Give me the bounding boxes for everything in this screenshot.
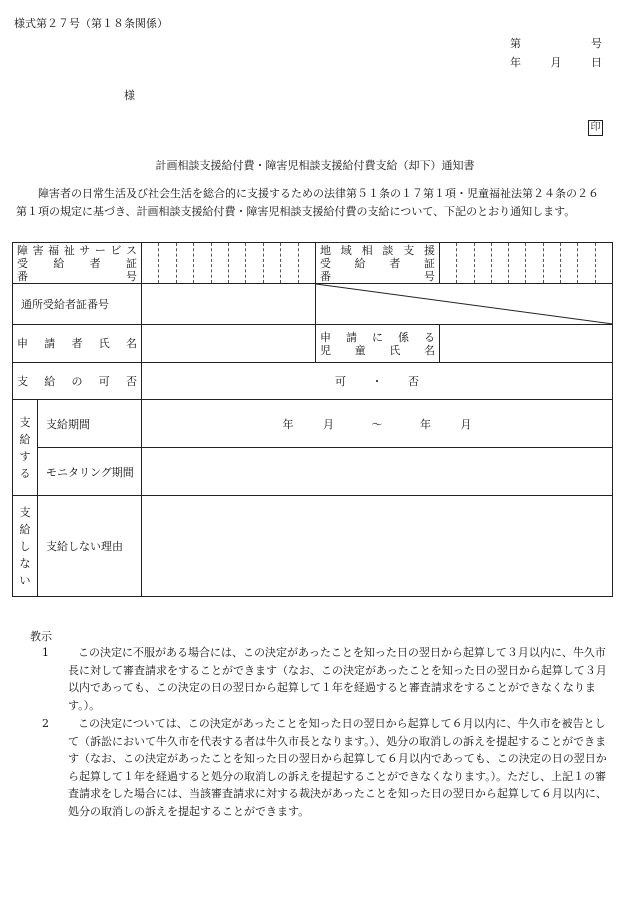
period-start-year: 年 (282, 417, 294, 431)
period-end-year: 年 (420, 417, 431, 431)
seal-mark: 印 (588, 120, 603, 136)
year-label: 年 (510, 56, 521, 69)
nopay-reason-label: 支給しない理由 (38, 496, 142, 597)
child-name-value[interactable] (440, 325, 613, 363)
crossed-out-cell (316, 284, 613, 325)
addressee-suffix: 様 (124, 89, 135, 102)
approval-row (13, 363, 613, 400)
document-title: 計画相談支援給付費・障害児相談支援給付費支給（却下）通知書 (155, 159, 475, 172)
pay-period-label: 支給期間 (38, 400, 142, 448)
service-cert-number-boxes[interactable] (142, 243, 316, 284)
date-row (502, 54, 602, 73)
period-end-month: 月 (460, 417, 472, 431)
monitoring-row (13, 448, 613, 496)
document-number-date (502, 35, 602, 73)
approval-label: 支給の可否 (13, 363, 142, 400)
notice-item-text: この決定については、この決定があったことを知った日の翌日から起算して６月以内に、牛久市を被告として（訴訟において牛久市を代表する者は牛久市長となります。）、処分の取消しの訴えを提起することができます（なお、この決定があったことを知った日の翌日から起算して６月以内であっても、この決定の日の翌日から起算して１年を経過すると処分の取消しの訴えを提起することができなくなります。）。ただし、上記１の審査請求をした場合には、当該審査請求に対する裁決があったことを知った日の翌日から起算して６月以内に、処分の取消しの訴えを提起することができます。 (68, 717, 607, 818)
community-cert-number-boxes[interactable] (440, 243, 613, 284)
option-separator: ・ (371, 375, 383, 388)
applicant-name-value[interactable] (142, 325, 316, 363)
day-label: 日 (591, 56, 602, 69)
period-tilde: ～ (371, 417, 383, 431)
notice-table (12, 242, 613, 597)
approve-option[interactable]: 可 (335, 375, 346, 388)
approval-options[interactable] (142, 363, 613, 400)
month-label: 月 (550, 56, 562, 69)
community-cert-label: 地域相談支援 受給者証 番号 (316, 243, 440, 284)
applicant-name-label: 申請者氏名 (13, 325, 142, 363)
name-row (13, 325, 613, 363)
intro-paragraph: 障害者の日常生活及び社会生活を総合的に支援するための法律第５１条の１７第１項・児童福祉法第２４条の２６第１項の規定に基づき、計画相談支援給付費・障害児相談支援給付費の支給について、下記のとおり通知します。 (16, 187, 599, 218)
notice-item-text: この決定に不服がある場合には、この決定があったことを知った日の翌日から起算して３月以内に、牛久市長に対して審査請求をすることができます（なお、この決定があったことを知った日の翌日から起算して３月以内であっても、この決定の日の翌日から起算して１年を経過すると審査請求をすることができなくなります。）。 (68, 646, 607, 712)
service-cert-label: 障害福祉サービス 受給者証 番号 (13, 243, 142, 284)
pay-period-row (13, 400, 613, 448)
deny-option[interactable]: 否 (408, 375, 419, 388)
pay-period-value[interactable] (142, 400, 613, 448)
cert-number-row (13, 243, 613, 284)
monitoring-period-label: モニタリング期間 (38, 448, 142, 496)
nopay-group-label: 支給しない (13, 496, 38, 597)
nopay-row (13, 496, 613, 597)
notice-item (30, 715, 610, 821)
day-support-row (13, 284, 613, 325)
pay-group-label: 支給する (13, 400, 38, 496)
day-support-cert-label: 通所受給者証番号 (13, 284, 142, 325)
day-support-cert-value[interactable] (142, 284, 316, 325)
child-name-label: 申請に係る 児童氏名 (316, 325, 440, 363)
number-label-suffix: 号 (591, 37, 602, 50)
number-label-prefix: 第 (510, 37, 521, 50)
notice-title: 教示 (30, 630, 52, 643)
notice-item-number: 1 (42, 646, 49, 659)
notice-item (30, 644, 610, 714)
monitoring-period-value[interactable] (142, 448, 613, 496)
document-number-row (502, 35, 602, 54)
nopay-reason-value[interactable] (142, 496, 613, 597)
form-number: 様式第２７号（第１８条関係） (14, 17, 168, 30)
diagonal-line (316, 284, 613, 324)
period-start-month: 月 (323, 417, 334, 431)
notice-item-number: 2 (42, 717, 49, 730)
